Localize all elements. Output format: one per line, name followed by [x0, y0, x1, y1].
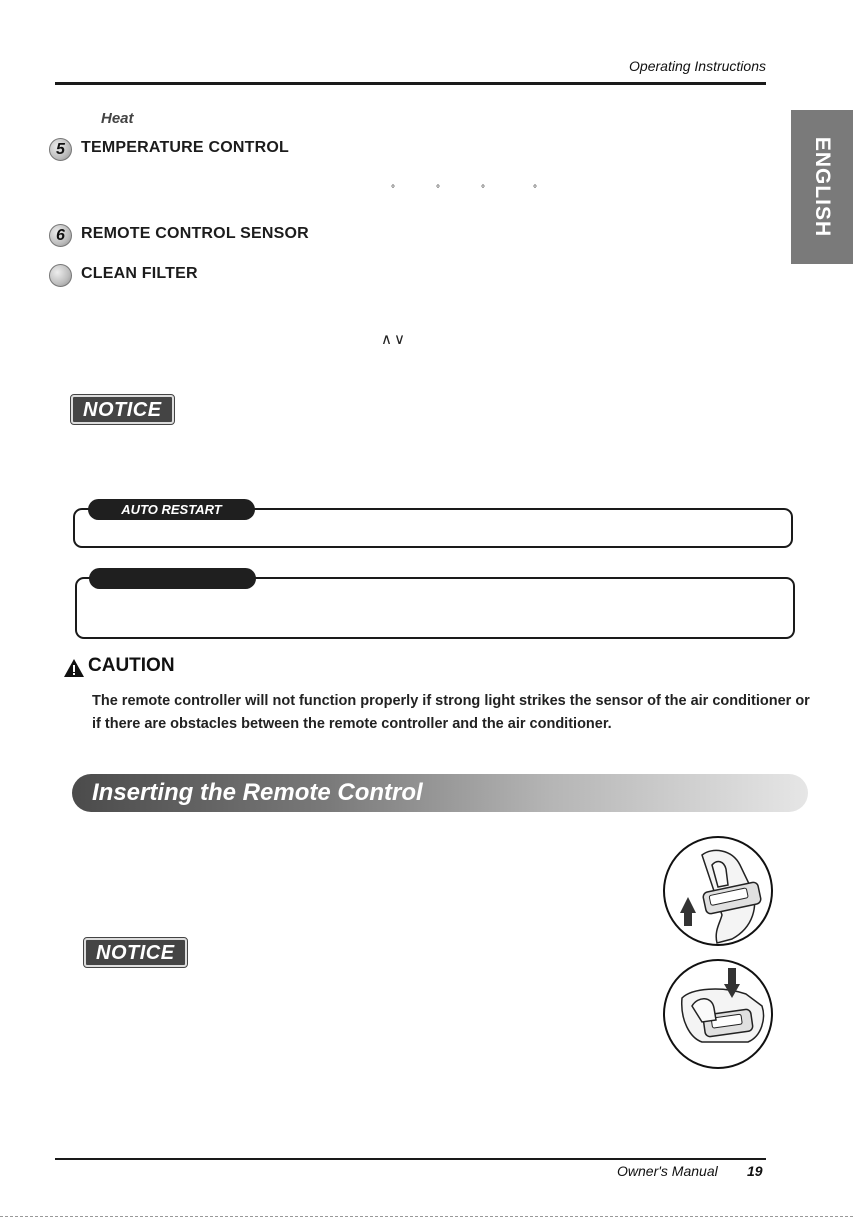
- notice-badge: NOTICE: [84, 938, 187, 967]
- footer-rule: [55, 1158, 766, 1160]
- section-number-badge: [49, 264, 72, 287]
- language-tab-label: ENGLISH: [811, 136, 834, 238]
- degree-symbol: °: [436, 184, 440, 195]
- section-number-badge: 5: [49, 138, 72, 161]
- degree-symbol: °: [533, 184, 537, 195]
- page-number: 19: [747, 1163, 763, 1179]
- degree-symbol: °: [481, 184, 485, 195]
- header-rule: [55, 82, 766, 85]
- up-down-arrows: ∧∨: [381, 331, 407, 348]
- notice-badge: NOTICE: [71, 395, 174, 424]
- remove-remote-illustration: [662, 835, 774, 947]
- caution-text: The remote controller will not function properly if strong light strikes the sensor of the air conditioner or if there are obstacles between the remote controller and the air conditioner.: [92, 693, 810, 732]
- section-heading-remote-control-sensor: REMOTE CONTROL SENSOR: [81, 225, 309, 242]
- banner-title: Inserting the Remote Control: [92, 779, 423, 806]
- info-box-tab: [89, 568, 256, 589]
- section-number-badge: 6: [49, 224, 72, 247]
- insert-remote-illustration: [662, 958, 774, 1070]
- section-banner: [72, 774, 808, 812]
- heat-label: Heat: [101, 110, 134, 127]
- section-heading-clean-filter: CLEAN FILTER: [81, 265, 198, 282]
- header-title: Operating Instructions: [629, 58, 766, 74]
- caution-heading: CAUTION: [88, 655, 175, 676]
- section-heading-temperature-control: TEMPERATURE CONTROL: [81, 139, 289, 156]
- footer-title: Owner's Manual: [617, 1163, 718, 1179]
- page-edge-divider: [0, 1216, 853, 1217]
- language-tab: [791, 110, 853, 264]
- degree-symbol: °: [391, 184, 395, 195]
- auto-restart-tab: AUTO RESTART: [88, 499, 255, 520]
- warning-triangle-icon: [63, 658, 85, 678]
